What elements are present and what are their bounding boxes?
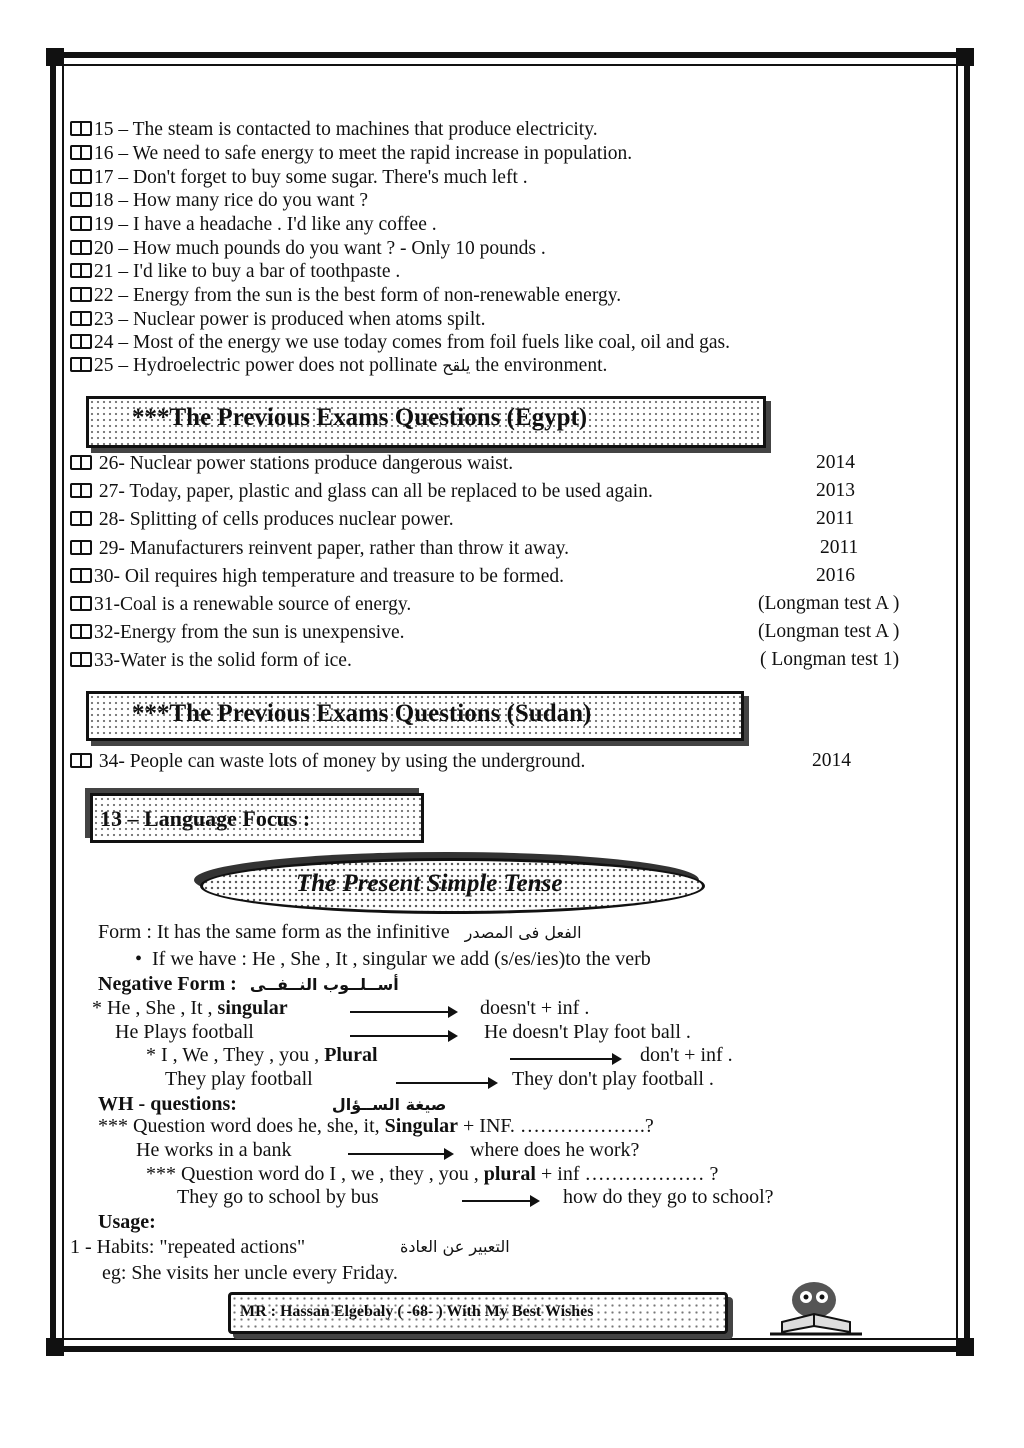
tense-title: The Present Simple Tense — [296, 870, 563, 897]
arrow-icon — [462, 1200, 538, 1202]
arrow-icon — [348, 1153, 452, 1155]
negative-rule-singular: * He , She , It , singular — [92, 997, 288, 1019]
reading-owl-icon — [762, 1278, 872, 1338]
exam-year: 2013 — [816, 480, 855, 501]
exam-year: (Longman test A ) — [758, 593, 900, 614]
book-icon — [70, 511, 92, 526]
negative-rule-singular-result: doesn't + inf . — [480, 997, 590, 1019]
usage-habits: 1 - Habits: "repeated actions" — [70, 1236, 306, 1258]
list-item: 34- People can waste lots of money by using the underground. — [70, 750, 585, 774]
exam-year: 2011 — [816, 508, 855, 529]
book-icon — [70, 169, 92, 184]
form-line: Form : It has the same form as the infinitive الفعل فى المصدر — [98, 921, 582, 943]
arrow-icon — [396, 1082, 496, 1084]
wh-rule-singular: *** Question word does he, she, it, Singular + INF. ……………….? — [98, 1115, 654, 1137]
frame-corner — [46, 1338, 64, 1356]
list-item: 30- Oil requires high temperature and treasure to be formed. — [70, 565, 564, 589]
arrow-icon — [510, 1058, 620, 1060]
sudan-banner-title: ***The Previous Exams Questions (Sudan) — [132, 700, 592, 727]
negative-form-label: Negative Form : أســلــوب النــفــى — [98, 973, 399, 995]
list-item: 21 – I'd like to buy a bar of toothpaste . — [70, 260, 400, 284]
book-icon — [70, 287, 92, 302]
frame-corner — [46, 48, 64, 66]
list-item: 28- Splitting of cells produces nuclear power. — [70, 508, 454, 532]
book-icon — [70, 311, 92, 326]
wh-rule-plural: *** Question word do I , we , they , you , plural + inf ……………… ? — [146, 1163, 719, 1185]
exam-year: 2014 — [812, 750, 851, 771]
book-icon — [70, 624, 92, 639]
exam-year: ( Longman test 1) — [760, 649, 900, 670]
list-item: 33-Water is the solid form of ice. — [70, 649, 352, 673]
usage-label: Usage: — [98, 1211, 156, 1233]
wh-questions-label: WH - questions: صيغة الســؤال — [98, 1093, 447, 1115]
list-item: 18 – How many rice do you want ? — [70, 189, 368, 213]
book-icon — [70, 216, 92, 231]
list-item: 26- Nuclear power stations produce dangerous waist. — [70, 452, 513, 476]
negative-example-plural-result: They don't play football . — [512, 1068, 714, 1090]
frame-corner — [956, 48, 974, 66]
exam-year: (Longman test A ) — [758, 621, 900, 642]
book-icon — [70, 540, 92, 555]
book-icon — [70, 240, 92, 255]
list-item: 17 – Don't forget to buy some sugar. There's much left . — [70, 166, 528, 190]
wh-example-singular: He works in a bank — [136, 1139, 292, 1161]
exam-year: 2011 — [820, 537, 859, 558]
negative-rule-plural-result: don't + inf . — [640, 1044, 733, 1066]
book-icon — [70, 483, 92, 498]
list-item: 22 – Energy from the sun is the best form of non-renewable energy. — [70, 284, 621, 308]
list-item: 31-Coal is a renewable source of energy. — [70, 593, 411, 617]
book-icon — [70, 121, 92, 136]
negative-example-singular-result: He doesn't Play foot ball . — [484, 1021, 691, 1043]
book-icon — [70, 568, 92, 583]
section-title: 13 – Language Focus : — [100, 806, 311, 831]
book-icon — [70, 753, 92, 768]
book-icon — [70, 357, 92, 372]
list-item: 27- Today, paper, plastic and glass can all be replaced to be used again. — [70, 480, 653, 504]
rule-bullet: • If we have : He , She , It , singular we add (s/es/ies)to the verb — [135, 948, 651, 970]
negative-example-singular: He Plays football — [115, 1021, 254, 1043]
book-icon — [70, 145, 92, 160]
frame-corner — [956, 1338, 974, 1356]
negative-example-plural: They play football — [165, 1068, 313, 1090]
book-icon — [70, 334, 92, 349]
wh-example-singular-result: where does he work? — [470, 1139, 640, 1161]
arrow-icon — [350, 1035, 456, 1037]
book-icon — [70, 192, 92, 207]
egypt-banner-title: ***The Previous Exams Questions (Egypt) — [132, 404, 588, 431]
footer-text: MR : Hassan Elgebaly ( -68- ) With My Best Wishes — [240, 1303, 594, 1320]
exam-year: 2016 — [816, 565, 855, 586]
wh-example-plural-result: how do they go to school? — [563, 1186, 774, 1208]
book-icon — [70, 455, 92, 470]
book-icon — [70, 263, 92, 278]
list-item: 20 – How much pounds do you want ? - Only 10 pounds . — [70, 237, 546, 261]
usage-habits-arabic: التعبير عن العادة — [400, 1237, 510, 1256]
list-item: 32-Energy from the sun is unexpensive. — [70, 621, 405, 645]
arrow-icon — [350, 1011, 456, 1013]
list-item: 15 – The steam is contacted to machines that produce electricity. — [70, 118, 598, 142]
list-item: 25 – Hydroelectric power does not pollinate يلقح the environment. — [70, 354, 607, 378]
book-icon — [70, 652, 92, 667]
wh-example-plural: They go to school by bus — [177, 1186, 379, 1208]
negative-rule-plural: * I , We , They , you , Plural — [146, 1044, 378, 1066]
book-icon — [70, 596, 92, 611]
exam-year: 2014 — [816, 452, 855, 473]
list-item: 24 – Most of the energy we use today comes from foil fuels like coal, oil and gas. — [70, 331, 730, 355]
list-item: 23 – Nuclear power is produced when atoms spilt. — [70, 308, 486, 332]
usage-example: eg: She visits her uncle every Friday. — [102, 1262, 398, 1284]
list-item: 16 – We need to safe energy to meet the rapid increase in population. — [70, 142, 632, 166]
list-item: 29- Manufacturers reinvent paper, rather than throw it away. — [70, 537, 569, 561]
list-item: 19 – I have a headache . I'd like any coffee . — [70, 213, 437, 237]
